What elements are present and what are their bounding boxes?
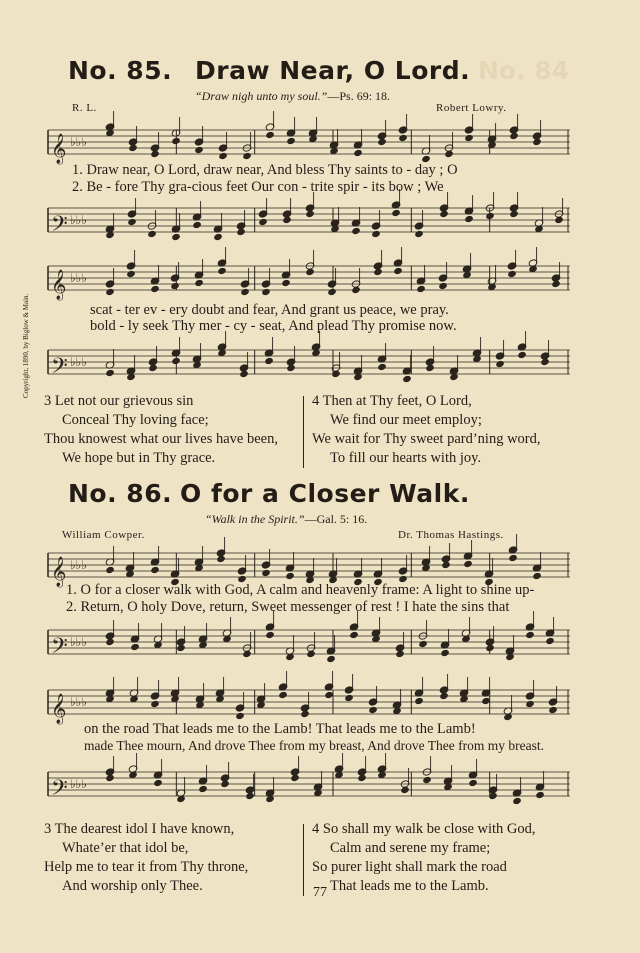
clef-icon: 𝄞 — [51, 270, 67, 300]
hymn-85-lyric-line1-verse1: 1. Draw near, O Lord, draw near, And bless Thy saints to - day ; O — [72, 162, 458, 178]
copyright-notice: Copyright, 1890, by Biglow & Main. — [22, 293, 30, 398]
note-head-icon — [239, 370, 249, 378]
note-head-icon — [353, 149, 363, 157]
hymn-86-number: No. 86. — [68, 479, 173, 508]
note-head-icon — [240, 288, 250, 296]
hymn-86-epigraph: “Walk in the Spirit.”—Gal. 5: 16. — [205, 512, 368, 526]
bleed-through-heading: No. 84 — [478, 56, 570, 85]
note-head-icon — [532, 572, 542, 580]
note-head-icon — [485, 212, 495, 220]
clef-icon: 𝄞 — [51, 694, 67, 724]
note-head-icon — [128, 144, 138, 152]
note-head-icon — [220, 780, 230, 788]
note-head-icon — [290, 774, 300, 782]
hymn-85-epigraph: “Draw nigh unto my soul.”—Ps. 69: 18. — [195, 89, 391, 103]
note-head-icon — [440, 649, 450, 657]
hymn-85-stanza-divider — [303, 396, 304, 468]
note-head-icon — [148, 364, 158, 372]
note-head-icon — [509, 210, 519, 218]
note-head-icon — [393, 267, 403, 275]
key-signature-icon: ♭♭♭ — [70, 635, 87, 649]
hymn-85-lyric-line2-verse1: scat - ter ev - ery doubt and fear, And grant us peace, we pray. — [90, 302, 449, 318]
note-head-icon — [281, 279, 291, 287]
clef-icon: 𝄞 — [51, 134, 67, 164]
note-head-icon — [535, 791, 545, 799]
note-head-icon — [150, 700, 160, 708]
clef-icon: 𝄢 — [51, 354, 68, 384]
note-head-icon — [525, 700, 535, 708]
hymn-86-lyric-line2-verse1: on the road That leads me to the Lamb! That leads me to the Lamb! — [84, 721, 476, 737]
note-head-icon — [414, 230, 424, 238]
hymn-86-lyric-line1-verse1: 1. O for a closer walk with God, A calm and heavenly frame: A light to shine up- — [66, 582, 535, 598]
note-head-icon — [398, 134, 408, 142]
note-head-icon — [170, 282, 180, 290]
note-head-icon — [130, 643, 140, 651]
clef-icon: 𝄢 — [51, 212, 68, 242]
note-head-icon — [265, 131, 275, 139]
note-head-icon — [126, 270, 136, 278]
note-head-icon — [377, 363, 387, 371]
note-head-icon — [192, 221, 202, 229]
note-head-icon — [245, 792, 255, 800]
note-head-icon — [373, 268, 383, 276]
note-head-icon — [508, 554, 518, 562]
key-signature-icon: ♭♭♭ — [70, 777, 87, 791]
hymn-85-stanza-3: 3 Let not our grievous sin Conceal Thy loving face; Thou knowest what our lives have been, We hope but in Thy grace. — [44, 393, 278, 466]
note-head-icon — [242, 650, 252, 658]
note-head-icon — [300, 710, 310, 718]
note-head-icon — [278, 691, 288, 699]
note-head-icon — [176, 644, 186, 652]
note-head-icon — [127, 218, 137, 226]
hymn-85-composer: Robert Lowry. — [436, 102, 507, 114]
note-head-icon — [105, 566, 115, 574]
note-head-icon — [463, 560, 473, 568]
note-head-icon — [391, 209, 401, 217]
hymn-85-number: No. 85. — [68, 56, 173, 85]
note-head-icon — [218, 152, 228, 160]
note-head-icon — [105, 774, 115, 782]
note-head-icon — [286, 364, 296, 372]
note-head-icon — [439, 692, 449, 700]
note-head-icon — [326, 655, 336, 663]
note-head-icon — [198, 785, 208, 793]
note-head-icon — [265, 631, 275, 639]
hymn-85-lyric-line1-verse2: 2. Be - fore Thy gra-cious feet Our con - trite spir - its bow ; We — [72, 179, 444, 195]
note-head-icon — [439, 210, 449, 218]
note-head-icon — [286, 137, 296, 145]
hymn-86-title: O for a Closer Walk. — [180, 479, 470, 508]
note-head-icon — [216, 555, 226, 563]
note-head-icon — [495, 360, 505, 368]
note-head-icon — [150, 150, 160, 158]
hymn-85-system-1-upper-staff — [48, 126, 570, 164]
page-number: 77 — [313, 885, 327, 900]
note-head-icon — [548, 706, 558, 714]
hymn-86-lyric-line2-verse2: made Thee mourn, And drove Thee from my breast, And drove Thee from my breast. — [84, 738, 545, 753]
note-head-icon — [171, 233, 181, 241]
note-head-icon — [264, 357, 274, 365]
note-head-icon — [171, 357, 181, 365]
note-head-icon — [150, 566, 160, 574]
note-head-icon — [351, 286, 361, 294]
note-head-icon — [217, 267, 227, 275]
note-head-icon — [213, 233, 223, 241]
note-head-icon — [235, 712, 245, 720]
note-head-icon — [242, 152, 252, 160]
note-head-icon — [171, 137, 181, 145]
note-head-icon — [194, 279, 204, 287]
key-signature-icon: ♭♭♭ — [70, 135, 87, 149]
note-head-icon — [422, 776, 432, 784]
note-head-icon — [105, 369, 115, 377]
note-head-icon — [551, 280, 561, 288]
hymn-86-system-1-lower-staff — [48, 626, 570, 664]
clef-icon: 𝄞 — [51, 557, 67, 587]
hymn-85-author: R. L. — [72, 102, 97, 114]
note-head-icon — [444, 150, 454, 158]
note-head-icon — [554, 216, 564, 224]
note-head-icon — [425, 364, 435, 372]
note-head-icon — [509, 132, 519, 140]
note-head-icon — [258, 218, 268, 226]
note-head-icon — [414, 697, 424, 705]
note-head-icon — [464, 215, 474, 223]
note-head-icon — [327, 288, 337, 296]
note-head-icon — [105, 288, 115, 296]
note-head-icon — [285, 572, 295, 580]
note-head-icon — [344, 694, 354, 702]
note-head-icon — [400, 786, 410, 794]
note-head-icon — [525, 631, 535, 639]
note-head-icon — [306, 650, 316, 658]
note-head-icon — [351, 227, 361, 235]
note-head-icon — [368, 706, 378, 714]
note-head-icon — [324, 691, 334, 699]
hymn-86-stanza-3: 3 The dearest idol I have known, Whate’er that idol be, Help me to tear it from Thy throne, And worship only Thee. — [44, 821, 249, 894]
hymn-86-composer: Dr. Thomas Hastings. — [398, 529, 504, 541]
clef-icon: 𝄢 — [51, 776, 68, 806]
note-head-icon — [371, 230, 381, 238]
hymn-85-lyric-line2-verse2: bold - ly seek Thy mer - cy - seat, And plead Thy promise now. — [90, 318, 457, 334]
note-head-icon — [540, 358, 550, 366]
note-head-icon — [194, 146, 204, 154]
hymn-85-system-2-lower-staff — [48, 346, 570, 384]
key-signature-icon: ♭♭♭ — [70, 213, 87, 227]
hymn-85-system-2-upper-staff — [48, 262, 570, 300]
hymn-86-system-2-upper-staff — [48, 686, 570, 724]
key-signature-icon: ♭♭♭ — [70, 695, 87, 709]
note-head-icon — [532, 138, 542, 146]
note-head-icon — [105, 638, 115, 646]
note-head-icon — [485, 644, 495, 652]
note-head-icon — [418, 640, 428, 648]
hymn-85-stanza-4: 4 Then at Thy feet, O Lord, We find our meet employ; We wait for Thy sweet pard’ning word, To fill our hearts with joy. — [312, 393, 541, 466]
note-head-icon — [305, 210, 315, 218]
note-head-icon — [441, 561, 451, 569]
note-head-icon — [512, 797, 522, 805]
hymn-86-system-2-lower-staff — [48, 768, 570, 806]
key-signature-icon: ♭♭♭ — [70, 558, 87, 572]
note-head-icon — [395, 650, 405, 658]
note-head-icon — [282, 216, 292, 224]
note-head-icon — [402, 375, 412, 383]
note-head-icon — [416, 285, 426, 293]
note-head-icon — [153, 779, 163, 787]
note-head-icon — [545, 637, 555, 645]
key-signature-icon: ♭♭♭ — [70, 271, 87, 285]
hymn-86-system-1-upper-staff — [48, 549, 570, 587]
note-head-icon — [147, 230, 157, 238]
note-head-icon — [468, 779, 478, 787]
note-head-icon — [517, 351, 527, 359]
note-head-icon — [261, 569, 271, 577]
clef-icon: 𝄢 — [51, 634, 68, 664]
key-signature-icon: ♭♭♭ — [70, 355, 87, 369]
note-head-icon — [507, 270, 517, 278]
hymn-85-title: Draw Near, O Lord. — [195, 56, 471, 85]
note-head-icon — [305, 268, 315, 276]
note-head-icon — [377, 138, 387, 146]
hymn-85-system-1-lower-staff — [48, 204, 570, 242]
hymn-86-stanza-4: 4 So shall my walk be close with God, Calm and serene my frame; So purer light shall mark the road That leads me to the Lamb. — [312, 821, 536, 894]
hymn-86-lyric-line1-verse2: 2. Return, O holy Dove, return, Sweet messenger of rest ! I hate the sins that — [66, 599, 510, 615]
note-head-icon — [236, 228, 246, 236]
note-head-icon — [357, 774, 367, 782]
note-head-icon — [438, 282, 448, 290]
hymn-86-author: William Cowper. — [62, 529, 145, 541]
note-head-icon — [261, 288, 271, 296]
note-head-icon — [349, 631, 359, 639]
note-head-icon — [150, 285, 160, 293]
note-head-icon — [464, 134, 474, 142]
